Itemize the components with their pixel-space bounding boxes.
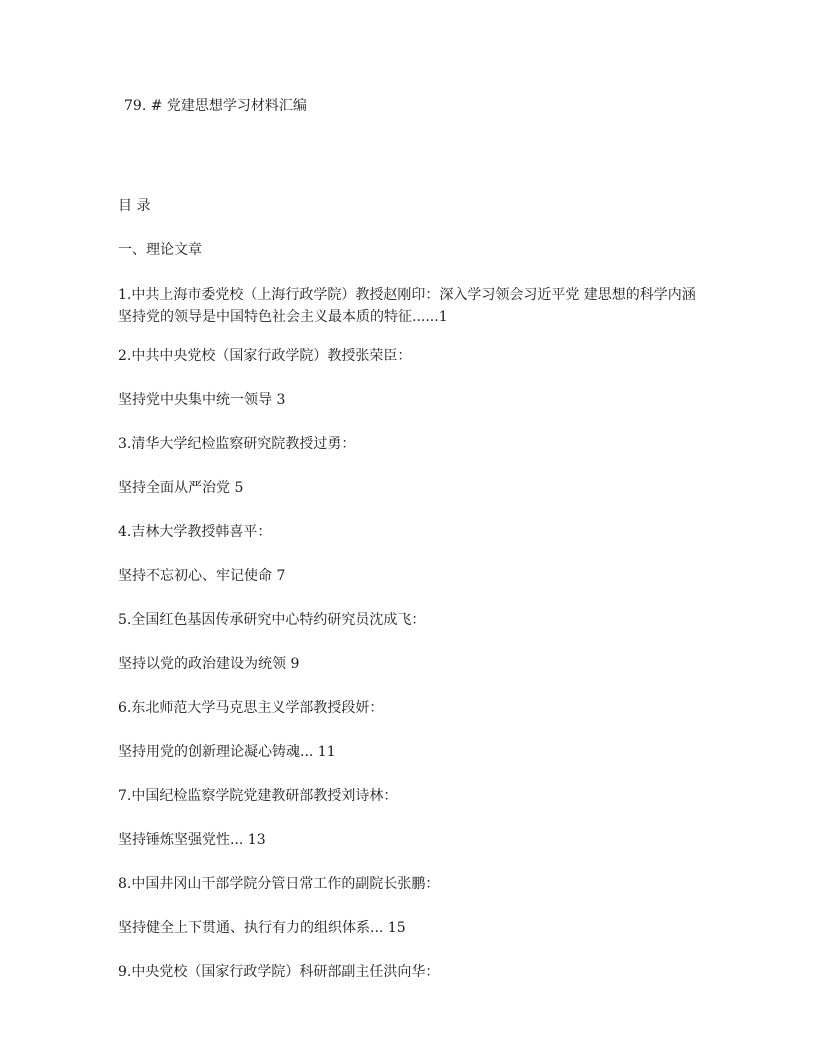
toc-section-heading: 一、理论文章 [118, 242, 202, 258]
toc-entry: 7.中国纪检监察学院党建教研部教授刘诗林： [118, 788, 398, 804]
toc-entry: 8.中国井冈山干部学院分管日常工作的副院长张鹏： [118, 876, 440, 892]
toc-entry: 坚持全面从严治党 5 [118, 480, 244, 496]
toc-entry: 5.全国红色基因传承研究中心特约研究员沈成飞： [118, 612, 426, 628]
toc-entry: 1.中共上海市委党校（上海行政学院）教授赵刚印：深入学习领会习近平党 建思想的科学内涵 坚持党的领导是中国特色社会主义最本质的特征......1 [118, 287, 696, 325]
table-of-contents [118, 196, 708, 1006]
toc-heading: 目 录 [118, 198, 151, 214]
toc-entry: 坚持不忘初心、牢记使命 7 [118, 568, 286, 584]
toc-entry: 6.东北师范大学马克思主义学部教授段妍： [118, 700, 384, 716]
toc-entry: 3.清华大学纪检监察研究院教授过勇： [118, 436, 356, 452]
toc-entry: 坚持以党的政治建设为统领 9 [118, 656, 300, 672]
document-title: 79. # 党建思想学习材料汇编 [124, 98, 307, 114]
toc-entry: 9.中央党校（国家行政学院）科研部副主任洪向华： [118, 964, 440, 980]
toc-entry: 坚持用党的创新理论凝心铸魂... 11 [118, 744, 336, 760]
toc-entry: 坚持健全上下贯通、执行有力的组织体系... 15 [118, 920, 406, 936]
toc-entry: 2.中共中央党校（国家行政学院）教授张荣臣： [118, 348, 412, 364]
toc-entry: 4.吉林大学教授韩喜平： [118, 524, 272, 540]
toc-entry: 坚持锤炼坚强党性... 13 [118, 832, 266, 848]
toc-entry: 坚持党中央集中统一领导 3 [118, 392, 286, 408]
